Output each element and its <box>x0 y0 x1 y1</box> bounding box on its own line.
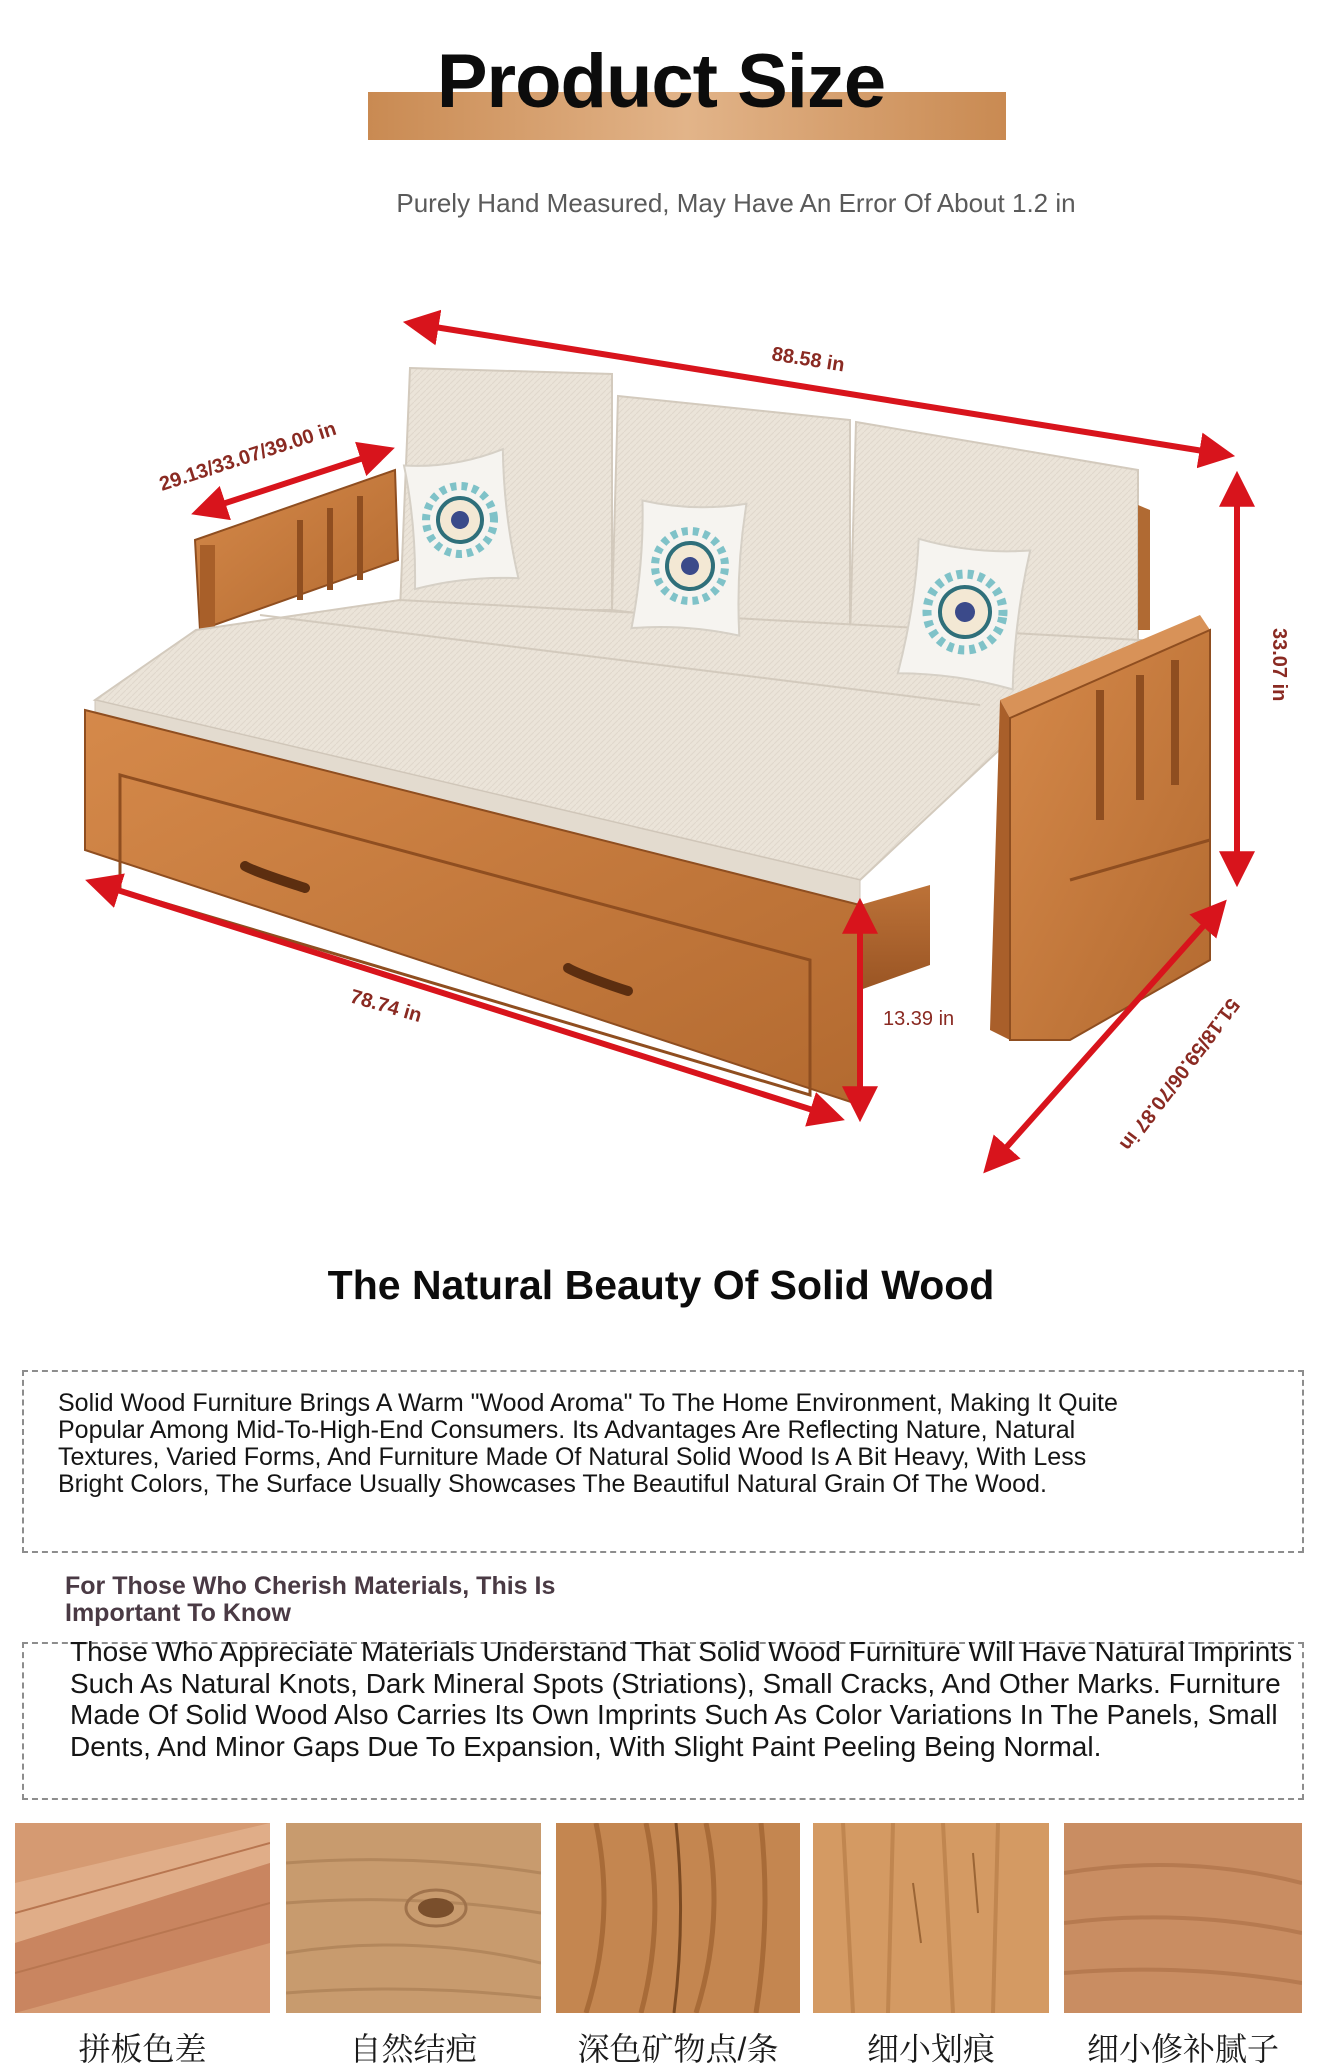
arm-depth-label: 29.13/33.07/39.00 in <box>156 417 340 496</box>
height-label: 33.07 in <box>1268 628 1290 702</box>
seat-height-label: 13.39 in <box>883 1008 955 1030</box>
note-heading: For Those Who Cherish Materials, This Is Important To Know <box>65 1572 556 1627</box>
right-back-post <box>1138 505 1150 630</box>
length-label: 88.58 in <box>770 343 847 377</box>
swatch-caption: 自然结疤 <box>349 2031 478 2067</box>
swatch-dark-mineral-streaks <box>556 1823 800 2013</box>
extended-depth-label: 51.18/59.06/70.87 in <box>1114 993 1244 1155</box>
swatch-caption: 细小修补腻子 <box>1086 2031 1279 2067</box>
bed-length-label: 78.74 in <box>347 985 425 1028</box>
swatch-caption: 细小划痕 <box>866 2031 995 2067</box>
swatch-caption: 拼板色差 <box>78 2031 207 2067</box>
section-heading: The Natural Beauty Of Solid Wood <box>327 1262 995 1308</box>
swatch-panel-color-difference <box>15 1823 270 2013</box>
description-text: Solid Wood Furniture Brings A Warm "Wood Aroma" To The Home Environment, Making It Quite Popular Among Mid-To-High-End Consumers. Its Advantages Are Reflecting Nature, Natural Textures, Varied Forms, And Furniture Made Of Natural Solid Wood Is A Bit Heavy, With Less Bright Colors, The Surface Usually Showcases The Beautiful Natural Grain Of The Wood. <box>58 1389 1118 1498</box>
note-text: Those Who Appreciate Materials Understand That Solid Wood Furniture Will Have Natural Imprints Such As Natural Knots, Dark Mineral Spots (Striations), Small Cracks, And Other Marks. Furniture Made Of Solid Wood Also Carries Its Own Imprints Such As Color Variations In The Panels, Small Dents, And Minor Gaps Due To Expansion, With Slight Paint Peeling Being Normal. <box>70 1636 1293 1762</box>
sofa-bed-illustration <box>0 250 1322 1210</box>
measurement-note: Purely Hand Measured, May Have An Error Of About 1.2 in <box>396 188 1076 218</box>
swatch-caption: 深色矿物点/条 <box>577 2031 779 2067</box>
swatch-small-scratches <box>813 1823 1049 2013</box>
swatch-natural-knot <box>286 1823 541 2013</box>
swatch-putty-repair <box>1064 1823 1302 2013</box>
page-title: Product Size <box>436 39 886 124</box>
